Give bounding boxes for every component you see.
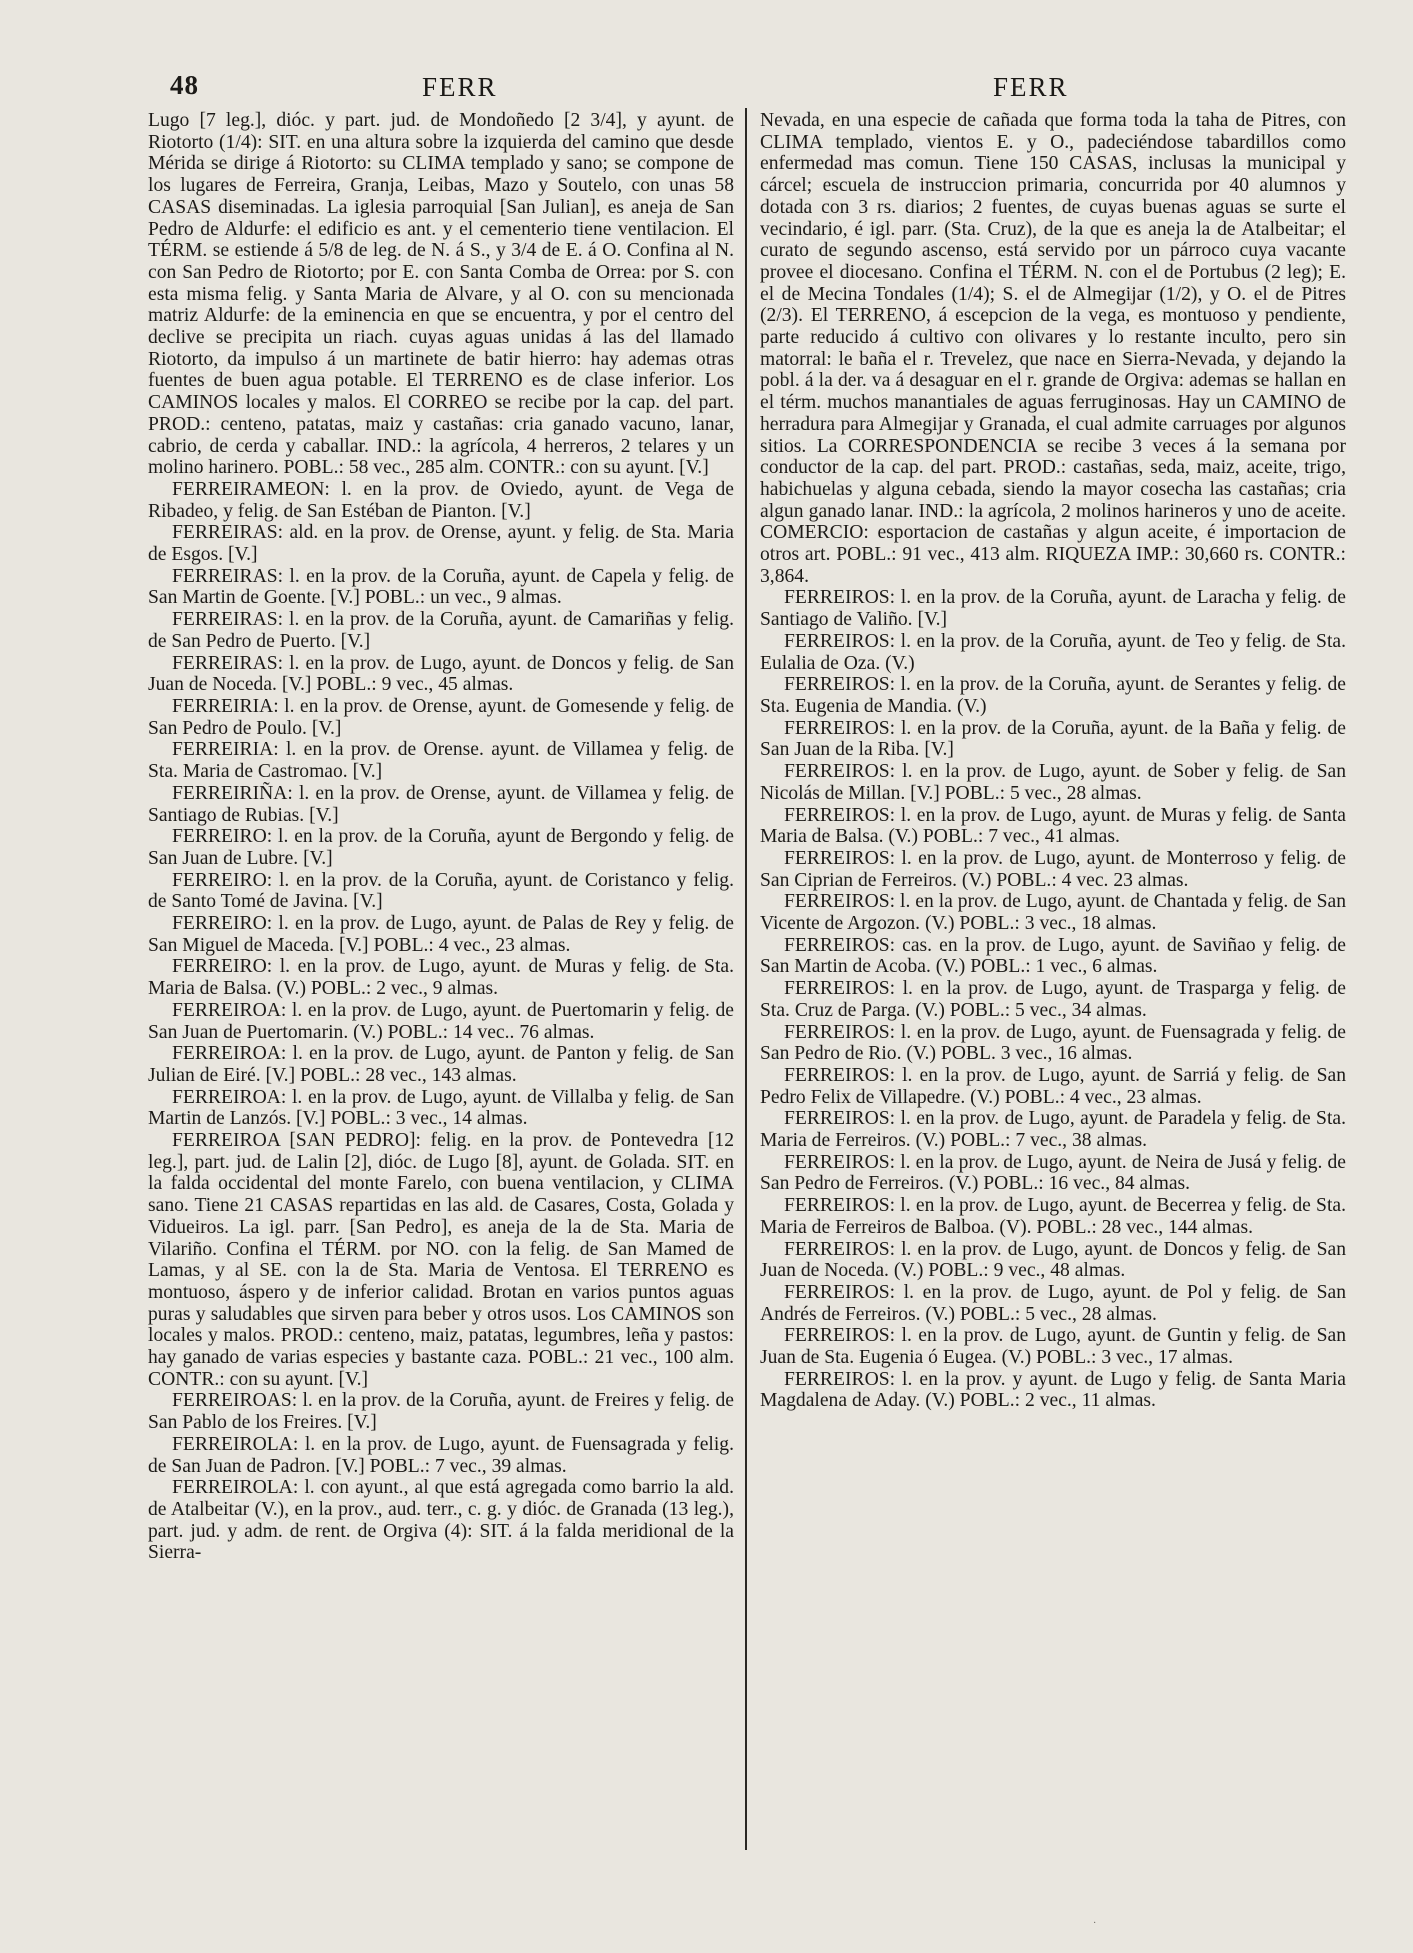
entry-paragraph: FERREIROS: l. en la prov. de Lugo, ayunt. de Chantada y felig. de San Vicente de Argozon. (V.) POBL.: 3 vec., 18 almas.	[760, 891, 1346, 935]
entry-paragraph: FERREIROS: l. en la prov. de Lugo, ayunt. de Doncos y felig. de San Juan de Noceda. (V.) POBL.: 9 vec., 48 almas.	[760, 1238, 1346, 1282]
column-divider	[745, 108, 747, 1850]
entry-paragraph: FERREIROS: l. en la prov. de la Coruña, ayunt. de Serantes y felig. de Sta. Eugenia de Mandia. (V.)	[760, 674, 1346, 717]
right-column	[760, 110, 1346, 1412]
entry-paragraph: FERREIROA: l. en la prov. de Lugo, ayunt. de Panton y felig. de San Julian de Eiré. [V.] POBL.: 28 vec., 143 almas.	[148, 1043, 734, 1086]
entry-paragraph: FERREIRO: l. en la prov. de Lugo, ayunt. de Muras y felig. de Sta. Maria de Balsa. (V.) POBL.: 2 vec., 9 almas.	[148, 956, 734, 1000]
entry-paragraph: FERREIRAS: ald. en la prov. de Orense, ayunt. y felig. de Sta. Maria de Esgos. [V.]	[148, 522, 734, 566]
entry-paragraph: FERREIROS: l. en la prov. de Lugo, ayunt. de Muras y felig. de Santa Maria de Balsa. (V.) POBL.: 7 vec., 41 almas.	[760, 804, 1346, 848]
entry-paragraph: FERREIRO: l. en la prov. de la Coruña, ayunt de Bergondo y felig. de San Juan de Lubre. [V.]	[148, 826, 734, 869]
entry-paragraph: FERREIROS: l. en la prov. de la Coruña, ayunt. de la Baña y felig. de San Juan de la Riba. [V.]	[760, 717, 1346, 761]
entry-paragraph: FERREIRO: l. en la prov. de Lugo, ayunt. de Palas de Rey y felig. de San Miguel de Maceda. [V.] POBL.: 4 vec., 23 almas.	[148, 913, 734, 956]
running-head-right: FERR	[993, 72, 1069, 102]
entry-paragraph: Lugo [7 leg.], dióc. y part. jud. de Mondoñedo [2 3/4], y ayunt. de Riotorto (1/4): SIT. en una altura sobre la izquierda del camino que desde Mérida se dirige á Riotorto: su CLIMA templado y sano; se compone de los lugares de Ferreira, Granja, Leibas, Mazo y Soutelo, con unas 58 CASAS diseminadas. La iglesia parroquial [San Julian], es aneja de San Pedro de Aldurfe: el edificio es ant. y el cementerio tiene ventilacion. El TÉRM. se estiende á 5/8 de leg. de N. á S., y 3/4 de E. á O. Confina al N. con San Pedro de Riotorto; por E. con Santa Comba de Orrea: por S. con esta misma felig. y Santa Maria de Alvare, y al O. con su mencionada matriz Aldurfe: de la eminencia en que se encuentra, y por el centro del declive se precipita un riach. cuyas aguas unidas á las del llamado Riotorto, da impulso á un martinete de batir hierro: hay ademas otras fuentes de buen agua potable. El TERRENO es de clase inferior. Los CAMINOS locales y malos. El CORREO se recibe por la cap. del part. PROD.: centeno, patatas, maiz y castañas: cria ganado vacuno, lanar, cabrio, de cerda y caballar. IND.: la agrícola, 4 herreros, 2 telares y un molino harinero. POBL.: 58 vec., 285 alm. CONTR.: con su ayunt. [V.]	[148, 110, 734, 479]
entry-paragraph: FERREIRIA: l. en la prov. de Orense, ayunt. de Gomesende y felig. de San Pedro de Poulo. [V.]	[148, 695, 734, 739]
entry-paragraph: FERREIROS: l. en la prov. de Lugo, ayunt. de Sarriá y felig. de San Pedro Felix de Villapedre. (V.) POBL.: 4 vec., 23 almas.	[760, 1064, 1346, 1108]
running-head-left: FERR	[422, 72, 498, 102]
print-speck: ·	[1093, 1918, 1097, 1929]
entry-paragraph: FERREIRAS: l. en la prov. de Lugo, ayunt. de Doncos y felig. de San Juan de Noceda. [V.] POBL.: 9 vec., 45 almas.	[148, 652, 734, 696]
entry-paragraph: FERREIROS: l. en la prov. de la Coruña, ayunt. de Teo y felig. de Sta. Eulalia de Oza. (V.)	[760, 630, 1346, 674]
entry-paragraph: FERREIROS: l. en la prov. de la Coruña, ayunt. de Laracha y felig. de Santiago de Valiño. [V.]	[760, 587, 1346, 631]
entry-paragraph: FERREIROLA: l. en la prov. de Lugo, ayunt. de Fuensagrada y felig. de San Juan de Padron. [V.] POBL.: 7 vec., 39 almas.	[148, 1433, 734, 1477]
entry-paragraph: FERREIROA: l. en la prov. de Lugo, ayunt. de Villalba y felig. de San Martin de Lanzós. [V.] POBL.: 3 vec., 14 almas.	[148, 1086, 734, 1130]
entry-paragraph: FERREIROS: cas. en la prov. de Lugo, ayunt. de Saviñao y felig. de San Martin de Acoba. (V.) POBL.: 1 vec., 6 almas.	[760, 934, 1346, 978]
entry-paragraph: FERREIRIA: l. en la prov. de Orense. ayunt. de Villamea y felig. de Sta. Maria de Castromao. [V.]	[148, 739, 734, 783]
entry-paragraph: FERREIROS: l. en la prov. de Lugo, ayunt. de Guntin y felig. de San Juan de Sta. Eugenia ó Eugea. (V.) POBL.: 3 vec., 17 almas.	[760, 1325, 1346, 1369]
entry-paragraph: FERREIROS: l. en la prov. de Lugo, ayunt. de Trasparga y felig. de Sta. Cruz de Parga. (V.) POBL.: 5 vec., 34 almas.	[760, 978, 1346, 1021]
entry-paragraph: FERREIRAMEON: l. en la prov. de Oviedo, ayunt. de Vega de Ribadeo, y felig. de San Estéban de Pianton. [V.]	[148, 478, 734, 522]
entry-paragraph: FERREIRO: l. en la prov. de la Coruña, ayunt. de Coristanco y felig. de Santo Tomé de Javina. [V.]	[148, 869, 734, 913]
page-number: 48	[170, 70, 199, 100]
entry-paragraph: FERREIRAS: l. en la prov. de la Coruña, ayunt. de Capela y felig. de San Martin de Goente. [V.] POBL.: un vec., 9 almas.	[148, 565, 734, 609]
entry-paragraph: FERREIROS: l. en la prov. de Lugo, ayunt. de Paradela y felig. de Sta. Maria de Ferreiros. (V.) POBL.: 7 vec., 38 almas.	[760, 1108, 1346, 1152]
entry-paragraph: FERREIRAS: l. en la prov. de la Coruña, ayunt. de Camariñas y felig. de San Pedro de Puerto. [V.]	[148, 609, 734, 652]
entry-paragraph: FERREIRIÑA: l. en la prov. de Orense, ayunt. de Villamea y felig. de Santiago de Rubias. [V.]	[148, 782, 734, 826]
left-column	[148, 110, 734, 1564]
entry-paragraph: FERREIROA [SAN PEDRO]: felig. en la prov. de Pontevedra [12 leg.], part. jud. de Lalin [2], dióc. de Lugo [8], ayunt. de Golada. SIT. en la falda occidental del monte Farelo, con buena ventilacion, y CLIMA sano. Tiene 21 CASAS repartidas en las ald. de Casares, Costa, Golada y Vidueiros. La igl. parr. [San Pedro], es aneja de la de Sta. Maria de Vilariño. Confina el TÉRM. por NO. con la felig. de San Mamed de Lamas, y al SE. con la de Sta. Maria de Ventosa. El TERRENO es montuoso, áspero y de inferior calidad. Brotan en varios puntos aguas puras y saludables que sirven para beber y otros usos. Los CAMINOS son locales y malos. PROD.: centeno, maiz, patatas, legumbres, leña y pastos: hay ganado de varias especies y bastante caza. POBL.: 21 vec., 100 alm. CONTR.: con su ayunt. [V.]	[148, 1130, 734, 1390]
entry-paragraph: FERREIROS: l. en la prov. de Lugo, ayunt. de Sober y felig. de San Nicolás de Millan. [V.] POBL.: 5 vec., 28 almas.	[760, 761, 1346, 804]
entry-paragraph: FERREIROA: l. en la prov. de Lugo, ayunt. de Puertomarin y felig. de San Juan de Puertomarin. (V.) POBL.: 14 vec.. 76 almas.	[148, 999, 734, 1043]
entry-paragraph: FERREIROS: l. en la prov. de Lugo, ayunt. de Fuensagrada y felig. de San Pedro de Rio. (V.) POBL. 3 vec., 16 almas.	[760, 1021, 1346, 1065]
entry-paragraph: FERREIROS: l. en la prov. y ayunt. de Lugo y felig. de Santa Maria Magdalena de Aday. (V.) POBL.: 2 vec., 11 almas.	[760, 1368, 1346, 1412]
entry-paragraph: FERREIROS: l. en la prov. de Lugo, ayunt. de Monterroso y felig. de San Ciprian de Ferreiros. (V.) POBL.: 4 vec. 23 almas.	[760, 847, 1346, 891]
entry-paragraph: Nevada, en una especie de cañada que forma toda la taha de Pitres, con CLIMA templado, vientos E. y O., padeciéndose tabardillos como enfermedad mas comun. Tiene 150 CASAS, inclusas la municipal y cárcel; escuela de instruccion primaria, concurrida por 40 alumnos y dotada con 3 rs. diarios; 2 fuentes, de cuyas buenas aguas se surte el vecindario, é igl. parr. (Sta. Cruz), de la que es aneja la de Atalbeitar; el curato de segundo ascenso, está servido por un párroco cuya vacante provee el diocesano. Confina el TÉRM. N. con el de Portubus (2 leg); E. el de Mecina Tondales (1/4); S. el de Almegijar (1/2), y O. el de Pitres (2/3). El TERRENO, á escepcion de la vega, es montuoso y pendiente, parte reducido á cultivo con olivares y lo restante inculto, pero sin matorral: le baña el r. Trevelez, que nace en Sierra-Nevada, y dejando la pobl. á la der. va á desaguar en el r. grande de Orgiva: ademas se hallan en el térm. muchos manantiales de aguas ferruginosas. Hay un CAMINO de herradura para Almegijar y Granada, el cual admite carruages por algunos sitios. La CORRESPONDENCIA se recibe 3 veces á la semana por conductor de la cap. del part. PROD.: castañas, seda, maiz, aceite, trigo, habichuelas y alguna cebada, siendo la mayor cosecha las castañas; cria algun ganado lanar. IND.: la agrícola, 2 molinos harineros y uno de aceite. COMERCIO: esportacion de castañas y algun aceite, é importacion de otros art. POBL.: 91 vec., 413 alm. RIQUEZA IMP.: 30,660 rs. CONTR.: 3,864.	[760, 110, 1346, 587]
entry-paragraph: FERREIROAS: l. en la prov. de la Coruña, ayunt. de Freires y felig. de San Pablo de los Freires. [V.]	[148, 1390, 734, 1434]
entry-paragraph: FERREIROS: l. en la prov. de Lugo, ayunt. de Pol y felig. de San Andrés de Ferreiros. (V.) POBL.: 5 vec., 28 almas.	[760, 1281, 1346, 1325]
entry-paragraph: FERREIROS: l. en la prov. de Lugo, ayunt. de Neira de Jusá y felig. de San Pedro de Ferreiros. (V.) POBL.: 16 vec., 84 almas.	[760, 1151, 1346, 1195]
entry-paragraph: FERREIROLA: l. con ayunt., al que está agregada como barrio la ald. de Atalbeitar (V.), en la prov., aud. terr., c. g. y dióc. de Granada (13 leg.), part. jud. y adm. de rent. de Orgiva (4): SIT. á la falda meridional de la Sierra-	[148, 1477, 734, 1564]
entry-paragraph: FERREIROS: l. en la prov. de Lugo, ayunt. de Becerrea y felig. de Sta. Maria de Ferreiros de Balboa. (V). POBL.: 28 vec., 144 almas.	[760, 1195, 1346, 1238]
